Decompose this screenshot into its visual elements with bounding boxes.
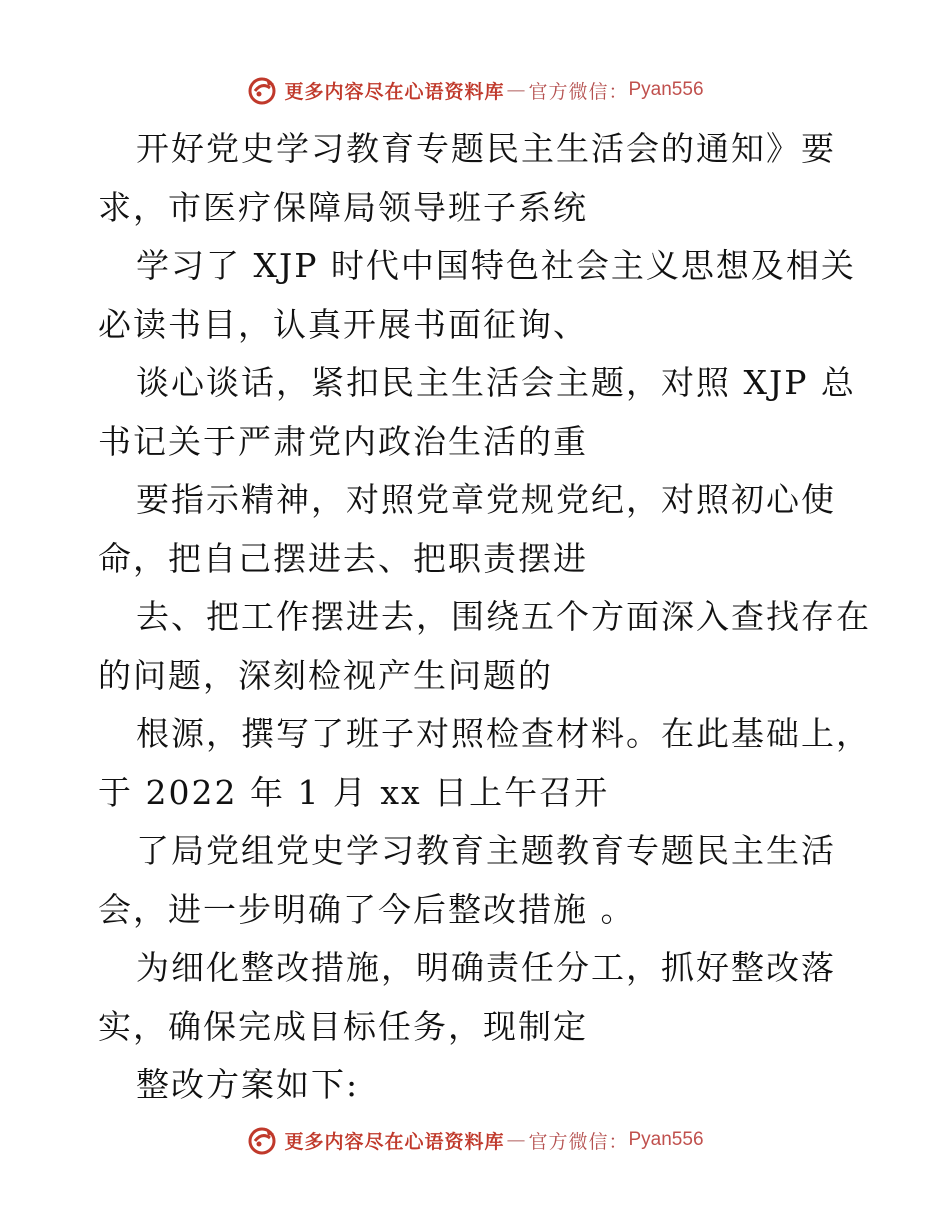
watermark-brand: 更多内容尽在心语资料库 [284,80,505,103]
body-text-line: 要指示精神，对照党章党规党纪，对照初心使 [136,480,836,519]
body-text-line: 开好党史学习教育专题民主生活会的通知》要 [136,129,836,168]
body-text-line: 书记关于严肃党内政治生活的重 [98,421,588,461]
logo-icon [246,1124,278,1156]
watermark-dash: — [506,1129,527,1151]
footer-watermark [0,1120,950,1160]
header-watermark [0,70,950,110]
body-text-line: 整改方案如下: [136,1065,360,1104]
watermark-dash: — [506,79,527,101]
document-body [98,120,871,1115]
body-text-line: 了局党组党史学习教育主题教育专题民主生活 [136,831,836,870]
body-text-line: 的问题，深刻检视产生问题的 [98,655,553,695]
body-text-line: 命，把自己摆进去、把职责摆进 [98,538,588,578]
body-text-line: 去、把工作摆进去，围绕五个方面深入查找存在 [136,597,871,636]
body-text-line: 求，市医疗保障局领导班子系统 [98,187,588,227]
body-text-line: 谈心谈话，紧扣民主生活会主题，对照 XJP 总 [136,363,856,402]
body-text-line: 实，确保完成目标任务，现制定 [98,1006,588,1046]
body-text-line: 必读书目，认真开展书面征询、 [98,304,588,344]
watermark-id: Pyan556 [628,79,704,100]
body-text-line: 学习了 XJP 时代中国特色社会主义思想及相关 [136,246,856,285]
logo-icon [246,74,278,106]
body-text-line: 为细化整改措施，明确责任分工，抓好整改落 [136,948,836,987]
body-text-line: 于 2022 年 1 月 xx 日上午召开 [98,772,610,812]
watermark-label: 官方微信： [528,1130,629,1153]
watermark-brand: 更多内容尽在心语资料库 [284,1130,505,1153]
body-text-line: 会，进一步明确了今后整改措施 。 [98,889,636,929]
body-text-line: 根源，撰写了班子对照检查材料。在此基础上， [136,714,871,753]
watermark-id: Pyan556 [628,1129,704,1150]
watermark-label: 官方微信： [528,80,629,103]
